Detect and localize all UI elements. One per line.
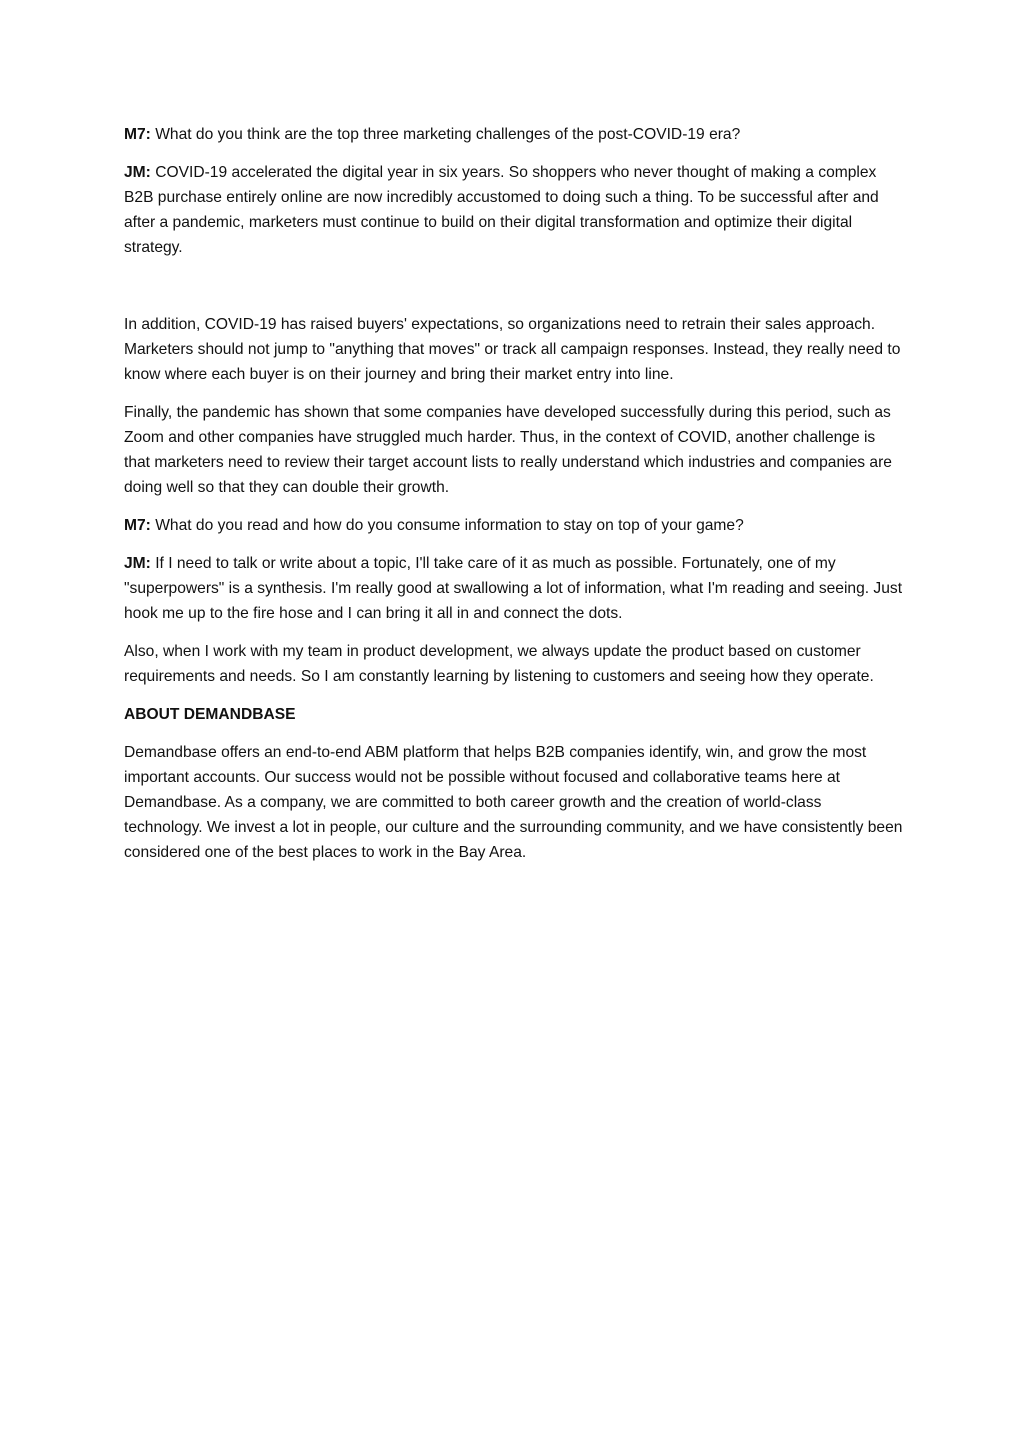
body-paragraph: In addition, COVID-19 has raised buyers' expectations, so organizations need to retrain their sales approach. Marketers should not jump to "anything that moves" or track all campaign responses. Instead, they really need to know where each buyer is on their journey and bring their market entry into line. — [124, 316, 901, 383]
question-text: What do you think are the top three marketing challenges of the post-COVID-19 era? — [150, 126, 741, 143]
question-paragraph — [124, 513, 904, 538]
speaker-label: JM: — [124, 164, 151, 181]
section-heading: ABOUT DEMANDBASE — [124, 706, 296, 723]
answer-paragraph — [124, 160, 904, 260]
speaker-label: M7: — [124, 126, 151, 143]
speaker-label: JM: — [124, 555, 151, 572]
answer-paragraph — [124, 551, 904, 626]
blank-line — [124, 273, 904, 312]
document-page — [124, 122, 904, 878]
speaker-label: M7: — [124, 517, 151, 534]
answer-text: COVID-19 accelerated the digital year in six years. So shoppers who never thought of making a complex B2B purchase entirely online are now incredibly accustomed to doing such a thing. To be successful after and after a pandemic, marketers must continue to build on their digital transformation and optimize their digital strategy. — [124, 164, 879, 256]
about-paragraph: Demandbase offers an end-to-end ABM platform that helps B2B companies identify, win, and grow the most important accounts. Our success would not be possible without focused and collaborative teams here at Demandbase. As a company, we are committed to both career growth and the creation of world-class technology. We invest a lot in people, our culture and the surrounding community, and we have consistently been considered one of the best places to work in the Bay Area. — [124, 744, 903, 861]
body-paragraph: Finally, the pandemic has shown that some companies have developed successfully during this period, such as Zoom and other companies have struggled much harder. Thus, in the context of COVID, another challenge is that marketers need to review their target account lists to really understand which industries and companies are doing well so that they can double their growth. — [124, 404, 892, 496]
body-paragraph: Also, when I work with my team in product development, we always update the product based on customer requirements and needs. So I am constantly learning by listening to customers and seeing how they operate. — [124, 643, 874, 685]
question-paragraph — [124, 122, 904, 147]
question-text: What do you read and how do you consume information to stay on top of your game? — [150, 517, 744, 534]
answer-text: If I need to talk or write about a topic, I'll take care of it as much as possible. Fortunately, one of my "superpowers" is a synthesis. I'm really good at swallowing a lot of information, what I'm reading and seeing. Just hook me up to the fire hose and I can bring it all in and connect the dots. — [124, 555, 903, 622]
